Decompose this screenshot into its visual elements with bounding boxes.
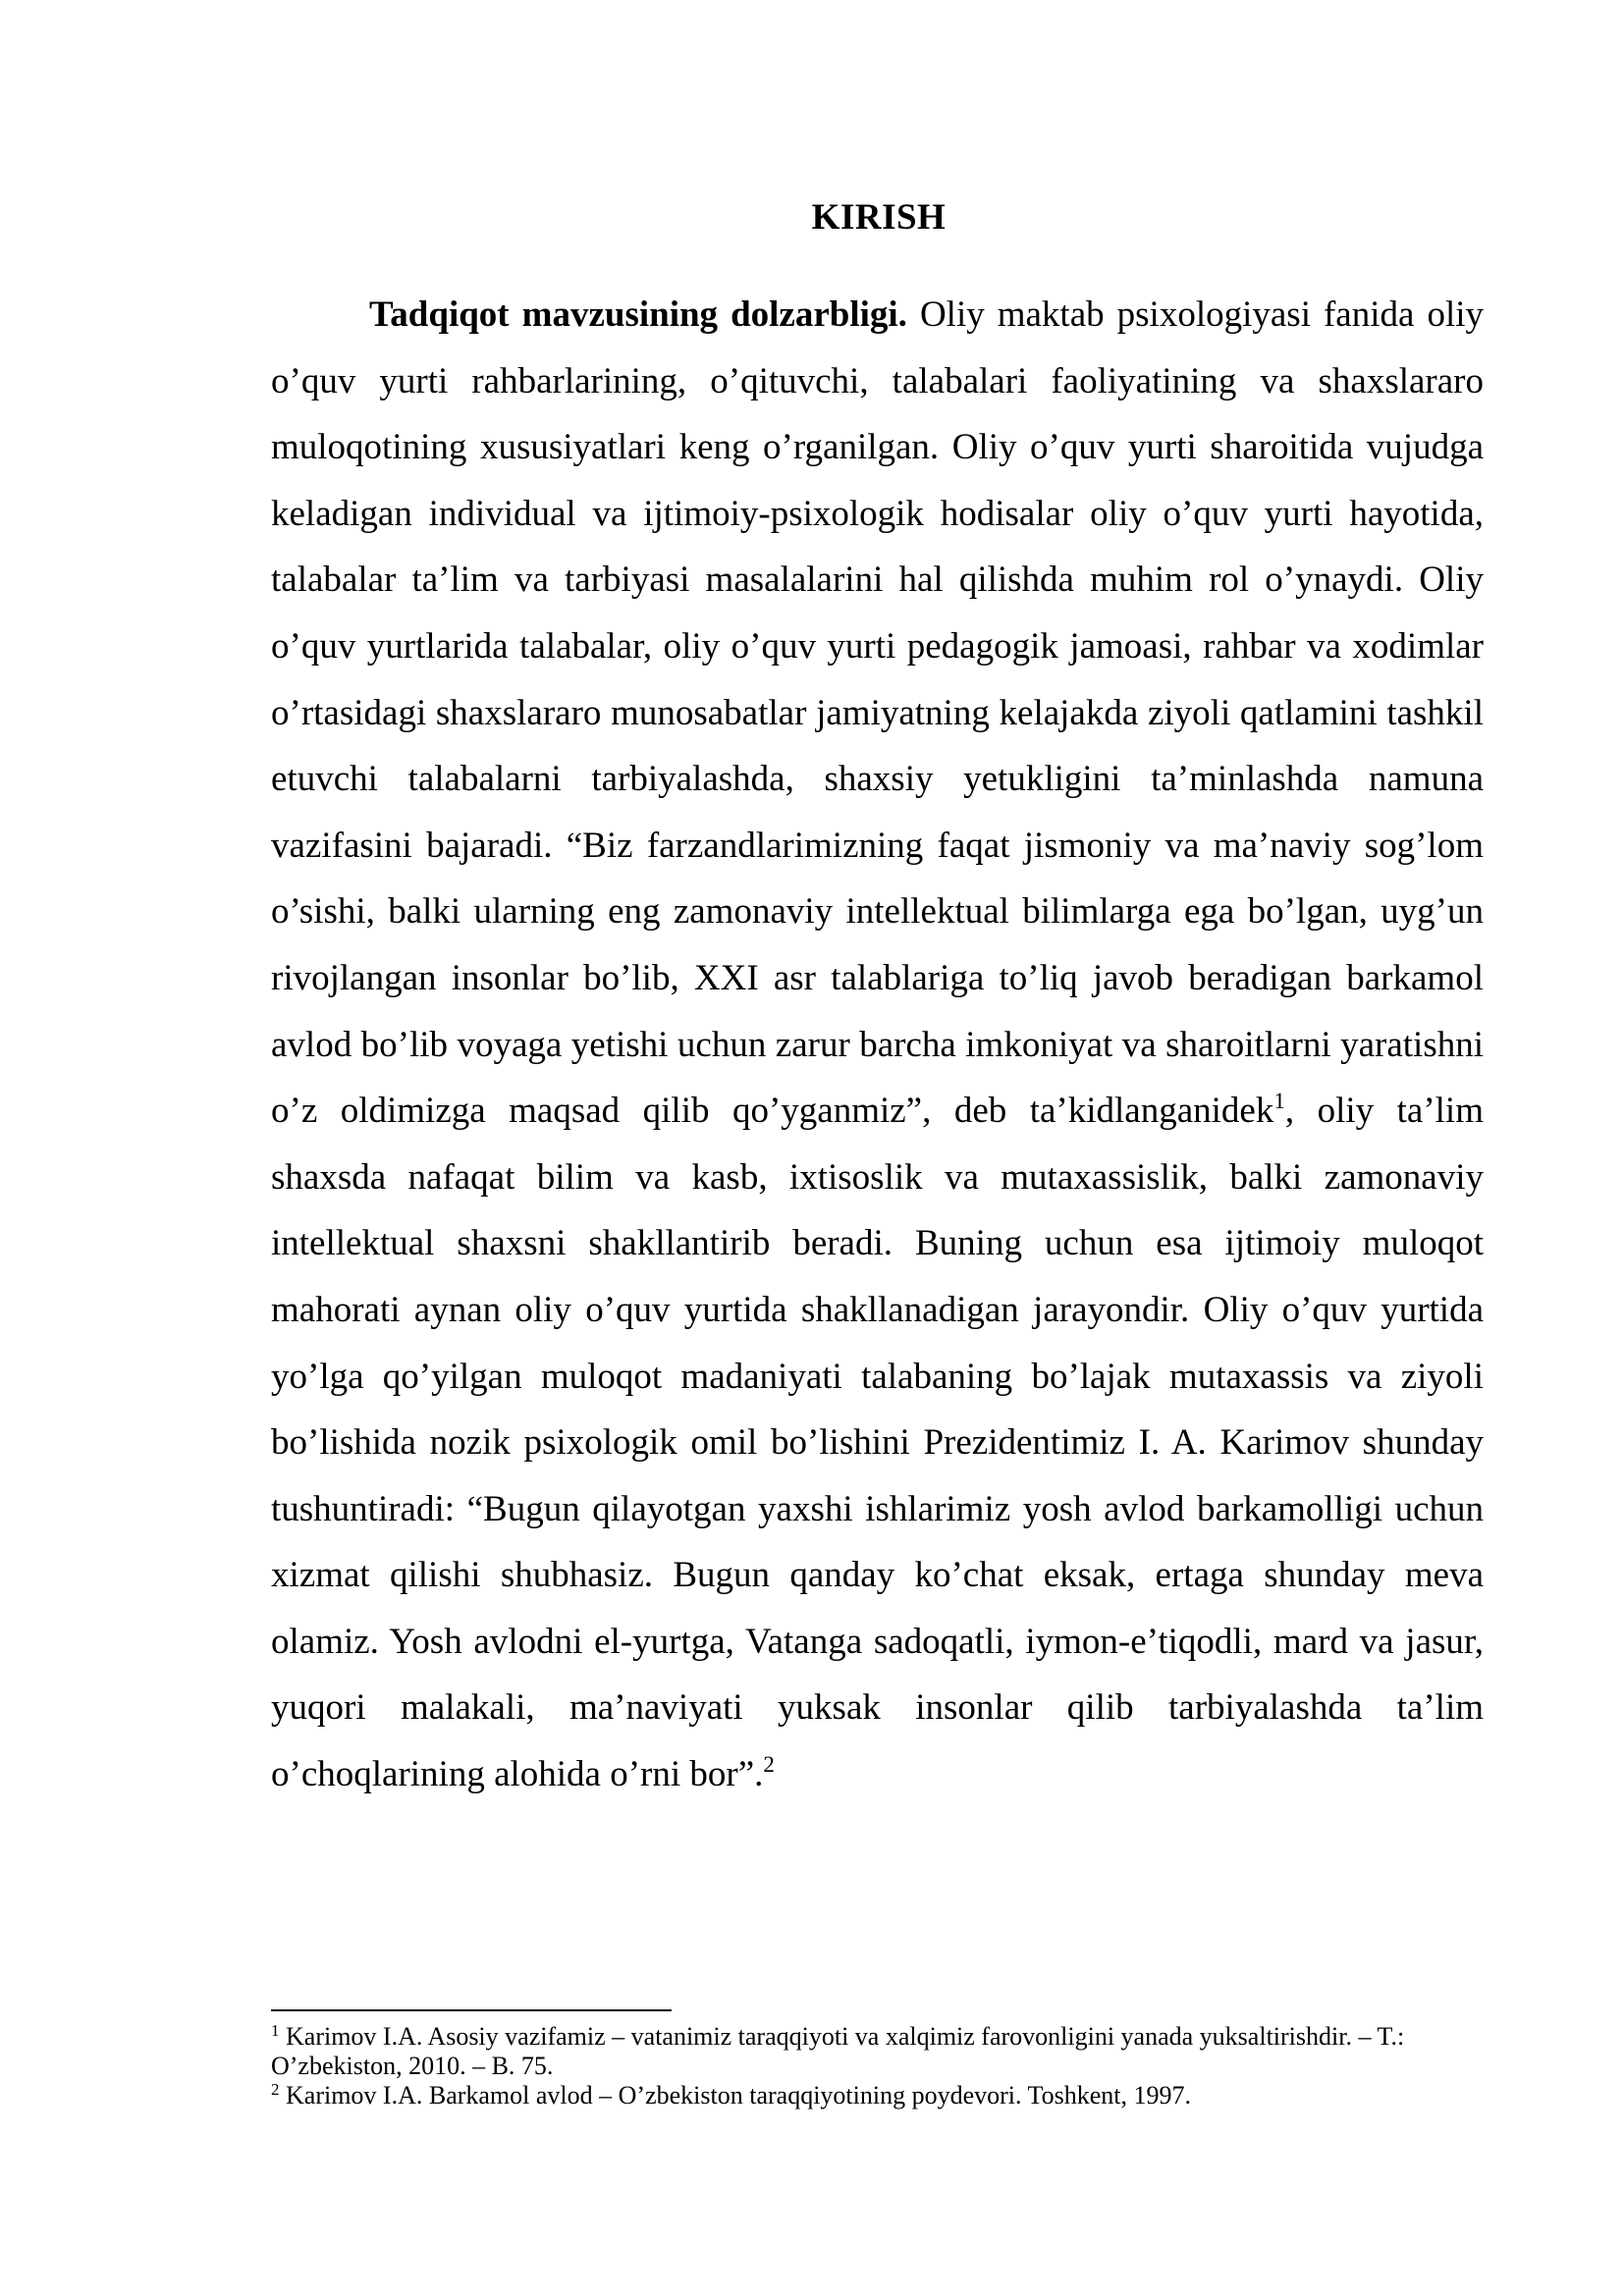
footnote-2 [271, 2081, 1484, 2110]
paragraph-lead-heading: Tadqiqot mavzusining dolzarbligi. [369, 294, 907, 335]
footnote-mark-1: 1 [271, 2021, 280, 2040]
footnote-mark-2: 2 [271, 2080, 280, 2099]
page-title: KIRISH [811, 197, 947, 238]
footnote-1 [271, 2022, 1484, 2081]
footnotes [271, 2022, 1484, 2110]
paragraph-text-part-2: , oliy ta’lim shaxsda nafaqat bilim va kasb, ixtisoslik va mutaxassislik, balki zamonaviy intellektual shaxsni shakllantirib beradi. Buning uchun esa ijtimoiy muloqot mahorati aynan oliy o’quv yurtida shakllanadigan jarayondir. Oliy o’quv yurtida yo’lga qo’yilgan muloqot madaniyati talabaning bo’lajak mutaxassis va ziyoli bo’lishida nozik psixologik omil bo’lishini Prezidentimiz I. A. Karimov shunday tushuntiradi: “Bugun qilayotgan yaxshi ishlarimiz yosh avlod barkamolligi uchun xizmat qilishi shubhasiz. Bugun qanday ko’chat eksak, ertaga shunday meva olamiz. Yosh avlodni el-yurtga, Vatanga sadoqatli, iymon-e’tiqodli, mard va jasur, yuqori malakali, ma’naviyati yuksak insonlar qilib tarbiyalashda ta’lim o’choqlarining alohida o’rni bor”. [271, 1091, 1484, 1795]
footnote-separator [271, 2009, 672, 2011]
footnote-ref-1[interactable]: 1 [1273, 1089, 1285, 1114]
footnote-text-2: Karimov I.A. Barkamol avlod – O’zbekiston taraqqiyotining poydevori. Toshkent, 1997. [279, 2081, 1191, 2109]
body-paragraph [271, 282, 1484, 1808]
footnote-text-1: Karimov I.A. Asosiy vazifamiz – vatanimiz taraqqiyoti va xalqimiz farovonligini yanada yuksaltirishdir. – T.: O’zbekiston, 2010. – B. 75. [271, 2022, 1405, 2080]
paragraph-text-part-1: Oliy maktab psixologiyasi fanida oliy o’quv yurti rahbarlarining, o’qituvchi, talabalari faoliyatining va shaxslararo muloqotining xususiyatlari keng o’rganilgan. Oliy o’quv yurti sharoitida vujudga keladigan individual va ijtimoiy-psixologik hodisalar oliy o’quv yurti hayotida, talabalar ta’lim va tarbiyasi masalalarini hal qilishda muhim rol o’ynaydi. Oliy o’quv yurtlarida talabalar, oliy o’quv yurti pedagogik jamoasi, rahbar va xodimlar o’rtasidagi shaxslararo munosabatlar jamiyatning kelajakda ziyoli qatlamini tashkil etuvchi talabalarni tarbiyalashda, shaxsiy yetukligini ta’minlashda namuna vazifasini bajaradi. “Biz farzandlarimizning faqat jismoniy va ma’naviy sog’lom o’sishi, balki ularning eng zamonaviy intellektual bilimlarga ega bo’lgan, uyg’un rivojlangan insonlar bo’lib, XXI asr talablariga to’liq javob beradigan barkamol avlod bo’lib voyaga yetishi uchun zarur barcha imkoniyat va sharoitlarni yaratishni o’z oldimizga maqsad qilib qo’yganmiz”, deb ta’kidlanganidek [271, 294, 1484, 1132]
footnote-ref-2[interactable]: 2 [763, 1752, 775, 1778]
